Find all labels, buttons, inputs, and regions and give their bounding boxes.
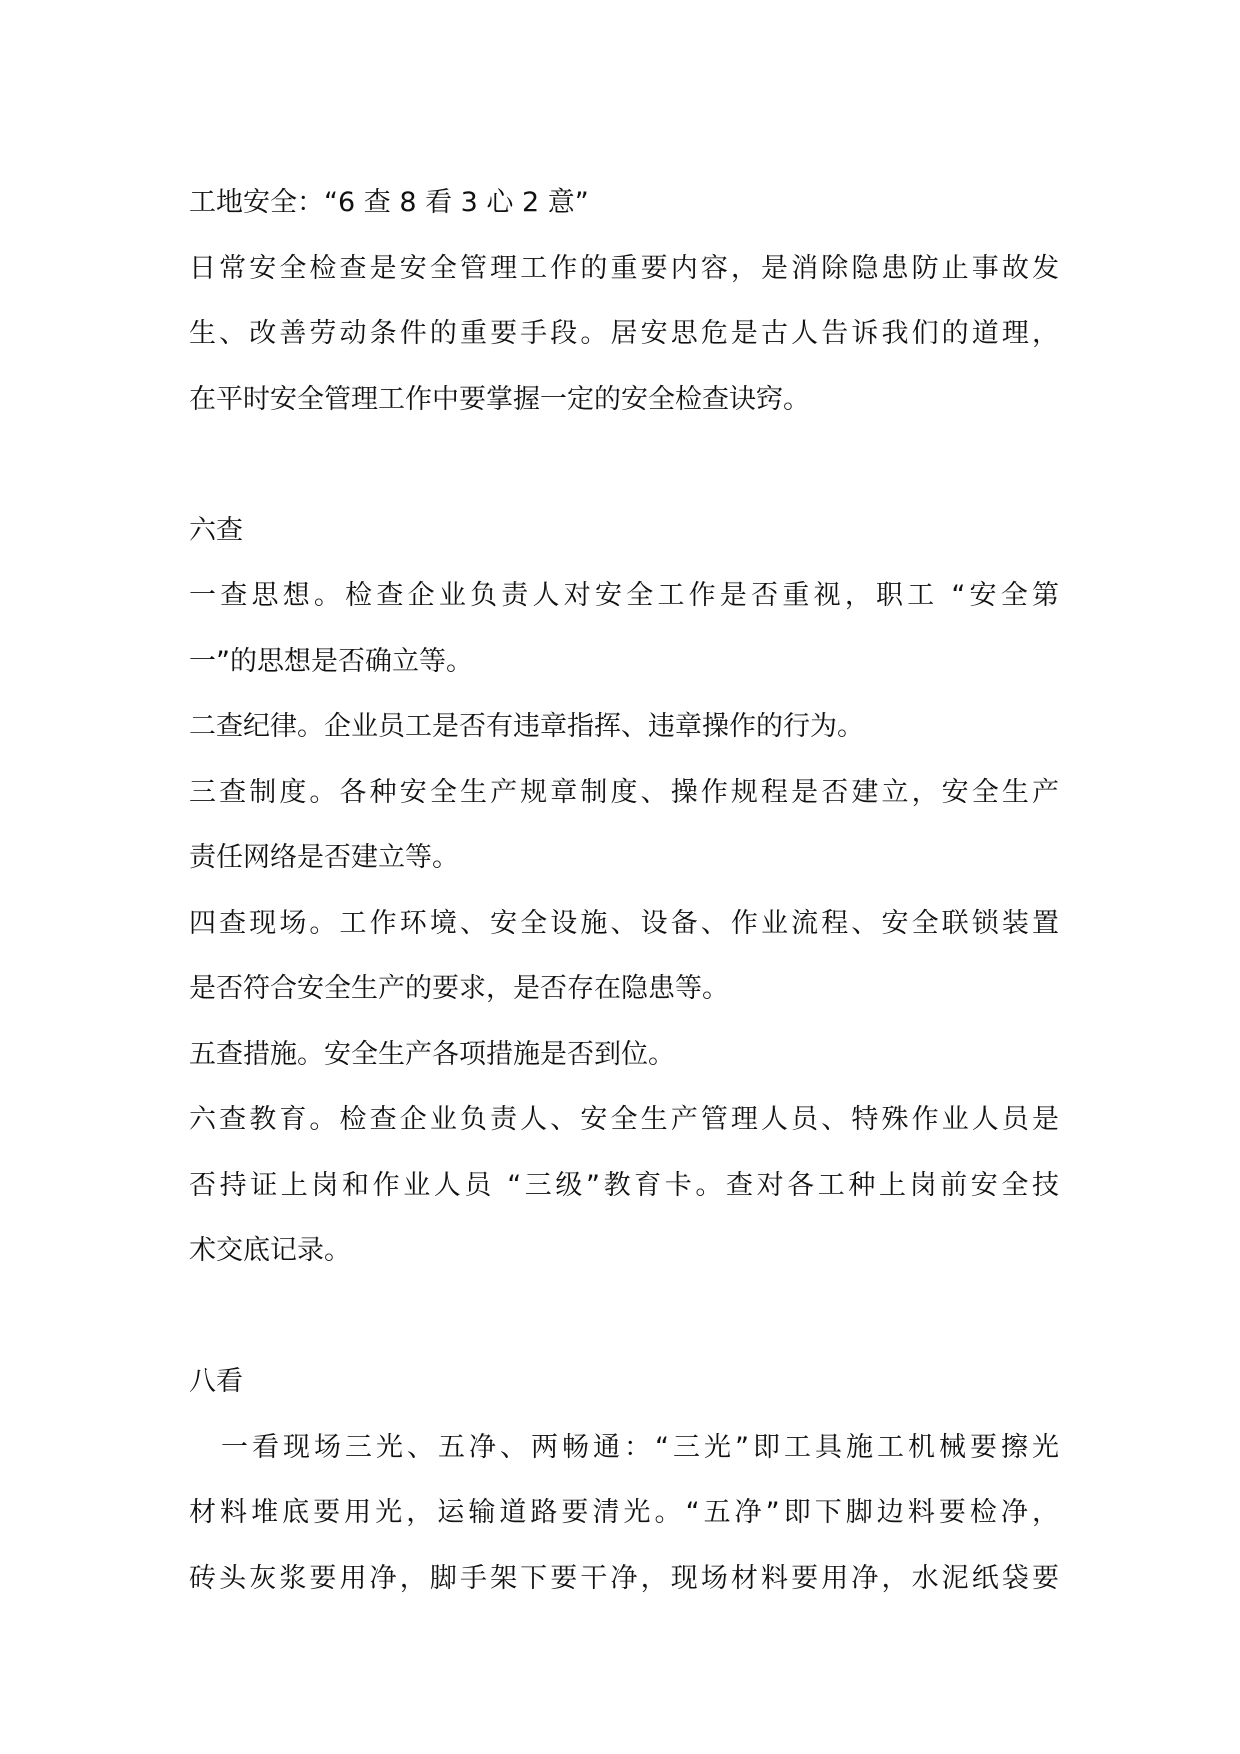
intro-line: 日常安全检查是安全管理工作的重要内容，是消除隐患防止事故发 bbox=[189, 252, 1059, 284]
six-checks-line: 二查纪律。企业员工是否有违章指挥、违章操作的行为。 bbox=[189, 711, 864, 742]
eight-looks-line: 一看现场三光、五净、两畅通：“三光”即工具施工机械要擦光 bbox=[221, 1431, 1059, 1463]
six-checks-line: 四查现场。工作环境、安全设施、设备、作业流程、安全联锁装置 bbox=[189, 907, 1059, 939]
section-heading-eight-looks: 八看 bbox=[189, 1366, 243, 1397]
document-body bbox=[189, 170, 1059, 1611]
six-checks-line: 一查思想。检查企业负责人对安全工作是否重视，职工 “安全第 bbox=[189, 580, 1059, 611]
section-heading-six-checks: 六查 bbox=[189, 514, 243, 546]
intro-line: 生、改善劳动条件的重要手段。居安思危是古人告诉我们的道理， bbox=[189, 318, 1059, 349]
six-checks-line: 三查制度。各种安全生产规章制度、操作规程是否建立，安全生产 bbox=[189, 776, 1059, 808]
six-checks-line: 是否符合安全生产的要求，是否存在隐患等。 bbox=[189, 973, 729, 1004]
six-checks-line: 五查措施。安全生产各项措施是否到位。 bbox=[189, 1038, 675, 1070]
six-checks-line: 六查教育。检查企业负责人、安全生产管理人员、特殊作业人员是 bbox=[189, 1104, 1059, 1135]
eight-looks-line: 材料堆底要用光，运输道路要清光。“五净”即下脚边料要检净， bbox=[189, 1497, 1059, 1528]
eight-looks-line: 砖头灰浆要用净，脚手架下要干净，现场材料要用净，水泥纸袋要 bbox=[189, 1562, 1059, 1594]
paragraph-gap bbox=[189, 432, 1059, 498]
intro-line: 在平时安全管理工作中要掌握一定的安全检查诀窍。 bbox=[189, 383, 810, 415]
six-checks-line: 否持证上岗和作业人员 “三级”教育卡。查对各工种上岗前安全技 bbox=[189, 1169, 1059, 1201]
six-checks-line: 一”的思想是否确立等。 bbox=[189, 645, 473, 677]
six-checks-line: 术交底记录。 bbox=[189, 1235, 351, 1266]
document-title: 工地安全：“6 查 8 看 3 心 2 意” bbox=[189, 187, 589, 218]
six-checks-line: 责任网络是否建立等。 bbox=[189, 842, 459, 873]
paragraph-gap bbox=[189, 1284, 1059, 1350]
